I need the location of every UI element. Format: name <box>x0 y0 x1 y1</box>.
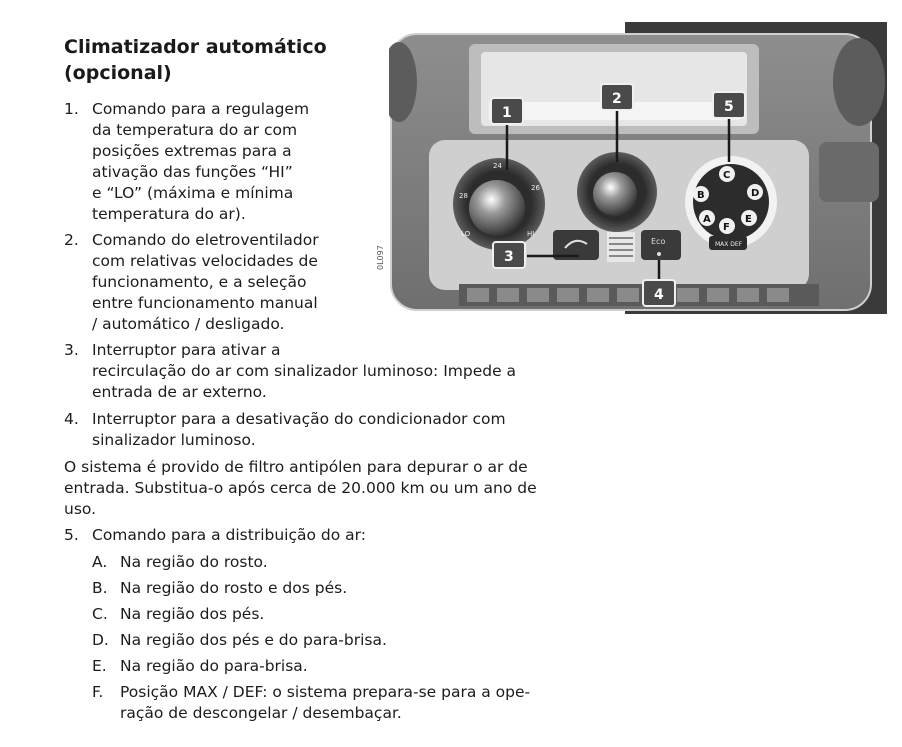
list-item-line: entre funcionamento manual <box>92 294 318 312</box>
filter-note-line: O sistema é provido de filtro antipólen para depurar o ar de <box>64 458 528 476</box>
filter-note <box>64 457 537 520</box>
temp-mark: 28 <box>459 192 468 200</box>
list-item-line: sinalizador luminoso. <box>92 431 256 449</box>
sub-item-line: Na região dos pés e do para-brisa. <box>120 631 387 649</box>
list-item-line: posições extremas para a <box>92 142 292 160</box>
callout-3: 3 <box>504 249 514 265</box>
sub-item-letter: A. <box>92 553 108 571</box>
sub-item-letter: C. <box>92 605 108 623</box>
bottom-strip-ridges <box>467 288 789 302</box>
distribution-letter: C <box>723 170 731 181</box>
temp-mark: HI <box>527 230 535 238</box>
list-item-line: Interruptor para ativar a <box>92 341 281 359</box>
eco-label: Eco <box>651 237 666 246</box>
distribution-letter: F <box>723 222 730 233</box>
sub-item-letter: F. <box>92 683 104 701</box>
sub-item-letter: D. <box>92 631 109 649</box>
list-item-number: 1. <box>64 100 79 118</box>
temperature-knob <box>469 180 525 236</box>
temp-mark: 26 <box>531 184 540 192</box>
sub-item-line: Posição MAX / DEF: o sistema prepara-se para a ope- <box>120 683 531 701</box>
list-item-line: com relativas velocidades de <box>92 252 318 270</box>
climate-panel-photo <box>389 22 887 314</box>
sub-item-line: Na região dos pés. <box>120 605 265 623</box>
temp-mark: LO <box>461 230 471 238</box>
list-item-line: Comando para a distribuição do ar: <box>92 526 366 544</box>
list-item-line: Interruptor para a desativação do condicionador com <box>92 410 506 428</box>
sub-item-letter: E. <box>92 657 107 675</box>
eco-led <box>657 252 661 256</box>
filter-note-line: uso. <box>64 500 97 518</box>
photo-code: 0L097 <box>376 245 385 270</box>
climate-panel-illustration <box>389 22 887 314</box>
fan-knob <box>593 172 637 216</box>
right-vent <box>833 38 885 126</box>
section-title <box>64 34 394 86</box>
list-item-line: entrada de ar externo. <box>92 383 267 401</box>
list-item-line: temperatura do ar). <box>92 205 246 223</box>
distribution-letter: D <box>751 188 760 199</box>
callout-5: 5 <box>724 99 734 115</box>
center-vent <box>607 232 635 262</box>
right-trim <box>819 142 879 202</box>
distribution-letter: B <box>697 190 705 201</box>
list-item-number: 4. <box>64 410 79 428</box>
callout-1: 1 <box>502 105 512 121</box>
filter-note-line: entrada. Substitua-o após cerca de 20.000 km ou um ano de <box>64 479 537 497</box>
list-item-line: da temperatura do ar com <box>92 121 298 139</box>
list-item-line: ativação das funções “HI” <box>92 163 293 181</box>
sub-item-line: Na região do rosto. <box>120 553 268 571</box>
distribution-letter: E <box>745 214 752 225</box>
list-item-line: / automático / desligado. <box>92 315 285 333</box>
list-item-line: e “LO” (máxima e mínima <box>92 184 294 202</box>
section-title-line1: Climatizador automático <box>64 36 327 58</box>
list-item-number: 3. <box>64 341 79 359</box>
distribution-letter: A <box>703 214 711 225</box>
list-item-number: 5. <box>64 526 79 544</box>
sub-item-line: ração de descongelar / desembaçar. <box>120 704 402 722</box>
sub-item-line: Na região do para-brisa. <box>120 657 308 675</box>
list-item-number: 2. <box>64 231 79 249</box>
callout-2: 2 <box>612 91 622 107</box>
max-def-label: MAX DEF <box>715 241 743 248</box>
list-item-line: Comando para a regulagem <box>92 100 310 118</box>
callout-4: 4 <box>654 287 664 303</box>
section-title-line2: (opcional) <box>64 62 172 84</box>
list-item-line: recirculação do ar com sinalizador luminoso: Impede a <box>92 362 517 380</box>
sub-item-line: Na região do rosto e dos pés. <box>120 579 348 597</box>
list-item-line: Comando do eletroventilador <box>92 231 319 249</box>
sub-item-letter: B. <box>92 579 108 597</box>
temp-mark: 24 <box>493 162 502 170</box>
list-item-line: funcionamento, e a seleção <box>92 273 307 291</box>
